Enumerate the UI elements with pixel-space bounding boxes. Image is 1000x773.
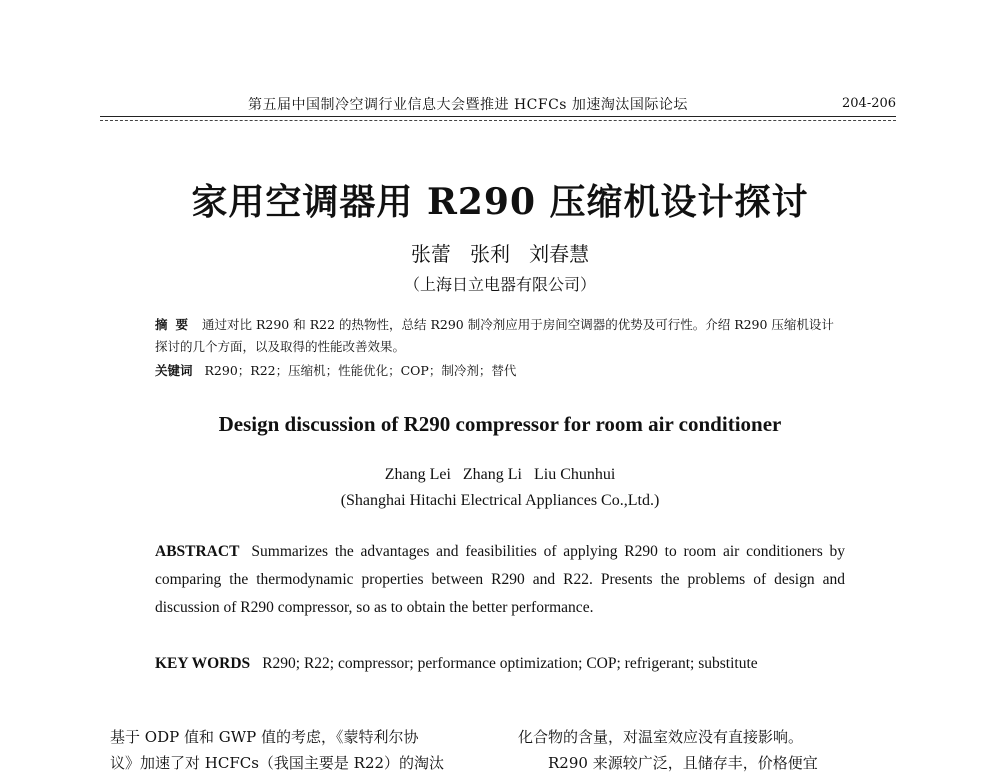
keywords-cn-label: 关键词 <box>155 363 193 378</box>
abstract-en-text: Summarizes the advantages and feasibilities of applying R290 to room air conditioners by comparing the thermodynamic properties between R290 and R22. Presents the problems of design and discussion of R290 compressor, so as to obtain the better performance. <box>155 543 845 616</box>
page-range: 204-206 <box>842 96 897 111</box>
paper-title-cn: 家用空调器用 R290 压缩机设计探讨 <box>191 181 809 223</box>
affiliation-cn: （上海日立电器有限公司） <box>403 275 596 294</box>
authors-cn: 张蕾 张利 刘春慧 <box>410 242 590 266</box>
header-rule <box>100 116 896 117</box>
abstract-en <box>155 538 845 622</box>
running-head: 第五届中国制冷空调行业信息大会暨推进 HCFCs 加速淘汰国际论坛 <box>248 97 688 113</box>
header-rule-dashed <box>100 120 896 121</box>
abstract-cn-text: 通过对比 R290 和 R22 的热物性，总结 R290 制冷剂应用于房间空调器的优势及可行性。介绍 R290 压缩机设计探讨的几个方面，以及取得的性能改善效果。 <box>155 317 834 354</box>
affiliation-en: (Shanghai Hitachi Electrical Appliances Co.,Ltd.) <box>340 492 660 509</box>
keywords-en <box>155 650 845 678</box>
body-text-col1-line2: 议》加速了对 HCFCs（我国主要是 R22）的淘汰 <box>110 754 445 772</box>
body-text-col2-line2: R290 来源较广泛，且储存丰，价格便宜 <box>548 754 818 772</box>
abstract-cn <box>155 314 845 358</box>
paper-title-en: Design discussion of R290 compressor for room air conditioner <box>218 412 782 436</box>
keywords-cn <box>155 360 845 382</box>
authors-en: Zhang Lei Zhang Li Liu Chunhui <box>384 466 616 483</box>
keywords-en-text: R290; R22; compressor; performance optimization; COP; refrigerant; substitute <box>262 655 758 672</box>
body-text-col2-line1: 化合物的含量，对温室效应没有直接影响。 <box>518 728 804 746</box>
abstract-en-label: ABSTRACT <box>155 543 240 560</box>
keywords-en-label: KEY WORDS <box>155 655 251 672</box>
abstract-cn-label: 摘要 <box>155 317 197 332</box>
keywords-cn-text: R290；R22；压缩机；性能优化；COP；制冷剂；替代 <box>204 363 517 378</box>
body-text-col1-line1: 基于 ODP 值和 GWP 值的考虑，《蒙特利尔协 <box>110 728 419 746</box>
